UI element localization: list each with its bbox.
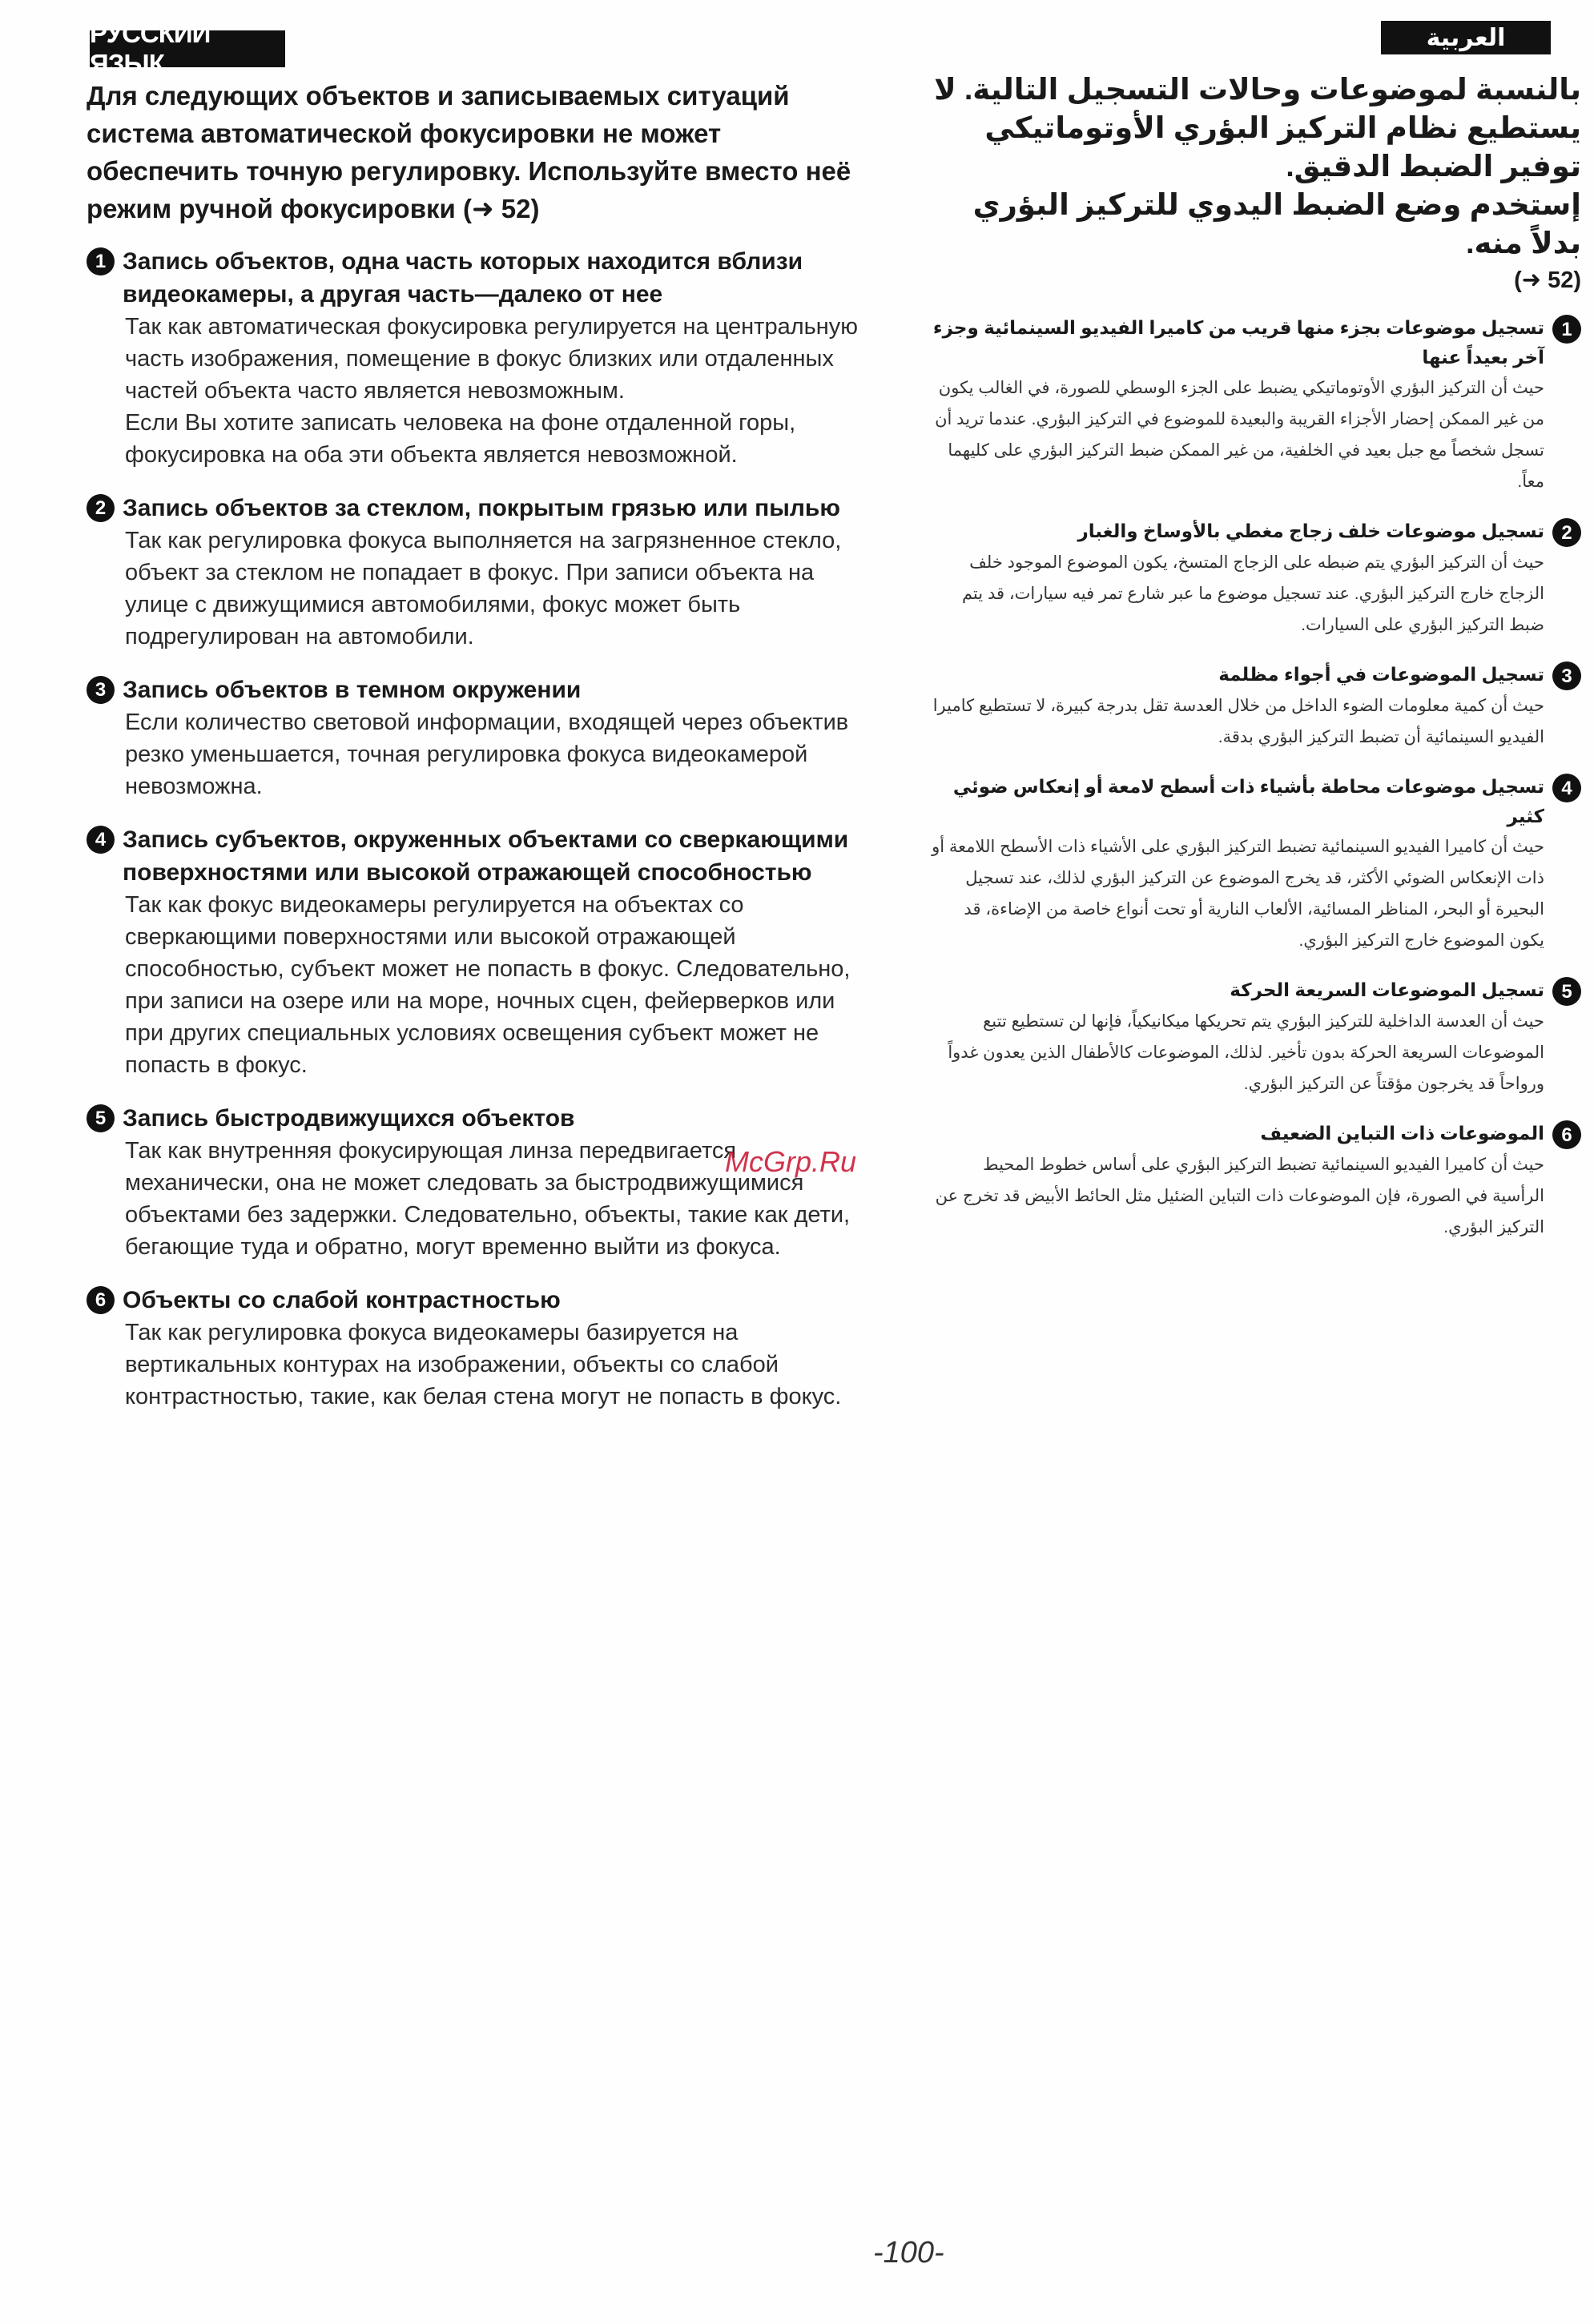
item-heading [87, 823, 863, 889]
item-heading-text: Запись объектов, одна часть которых находится вблизи видеокамеры, а другая часть—далеко от нее [123, 248, 803, 308]
list-item [87, 1284, 863, 1413]
watermark: McGrp.Ru [725, 1145, 857, 1178]
list-item [931, 772, 1581, 956]
item-number-badge: 1 [1552, 315, 1581, 344]
item-number-badge: 5 [1552, 977, 1581, 1006]
item-number-badge: 5 [87, 1104, 115, 1132]
item-heading-text: تسجيل موضوعات خلف زجاج مغطي بالأوساخ والغبار [1077, 521, 1544, 541]
language-badge-russian: РУССКИЙ ЯЗЫК [90, 30, 285, 67]
item-body-text: حيث أن العدسة الداخلية للتركيز البؤري يتم تحريكها ميكانيكياً، فإنها لن تستطيع تتبع الموضوعات السريعة الحركة بدون تأخير. لذلك، الموضوعات كالأطفال الذين يعدون غدواً ورواحاً قد يخرجون مؤقتاً عن التركيز البؤري. [948, 1012, 1544, 1093]
arabic-column [931, 70, 1581, 1262]
item-body-text: حيث أن كمية معلومات الضوء الداخل من خلال العدسة تقل بدرجة كبيرة، لا تستطيع كاميرا الفيديو السينمائية أن تضبط التركيز البؤري بدقة. [932, 697, 1544, 746]
item-heading [931, 975, 1581, 1006]
item-body-text: Так как регулировка фокуса видеокамеры базируется на вертикальных контурах на изображении, объекты со слабой контрастностью, такие, как белая стена могут не попасть в фокус. [125, 1320, 842, 1409]
item-heading [931, 1119, 1581, 1149]
list-item [87, 823, 863, 1081]
item-heading-text: Запись быстродвижущихся объектов [123, 1105, 575, 1132]
item-body-text: Так как фокус видеокамеры регулируется на объектах со сверкающими поверхностями или высокой отражающей способностью, субъект может не попасть в фокус. Следовательно, при записи на озере или на море, ночных сцен, фейерверков или при других специальных условиях освещения субъект может не попасть в фокус. [125, 892, 851, 1078]
item-heading [931, 517, 1581, 547]
page-number: -100- [873, 2236, 944, 2270]
item-heading-text: تسجيل موضوعات بجزء منها قريب من كاميرا الفيديو السينمائية وجزء آخر بعيداً عنها [932, 317, 1544, 368]
item-heading [87, 492, 863, 525]
item-heading [87, 1284, 863, 1317]
list-item [87, 492, 863, 653]
item-body-text: Так как внутренняя фокусирующая линза передвигается механически, она не может следовать за быстродвижущимися объектами без задержки. Следовательно, объекты, такие как дети, бегающие туда и обратно, могут временно выйти из фокуса. [125, 1138, 851, 1260]
item-heading-text: تسجيل الموضوعات في أجواء مظلمة [1218, 664, 1544, 685]
item-body-text: حيث أن كاميرا الفيديو السينمائية تضبط التركيز البؤري على الأشياء ذات الأسطح اللامعة أو ذات الإنعكاس الضوئي الأكثر، قد يخرج الموضوع عن التركيز البؤري لذلك، عند تسجيل البحيرة أو البحر، المناظر المسائية، الألعاب النارية أو تحت أنواع خاصة من الإضاءة، قد يكون الموضوع خارج التركيز البؤري. [932, 838, 1544, 950]
item-heading [931, 313, 1581, 372]
list-item [931, 1119, 1581, 1243]
list-item [87, 245, 863, 471]
list-item [87, 673, 863, 802]
item-body-text: حيث أن التركيز البؤري يتم ضبطه على الزجاج المتسخ، يكون الموضوع الموجود خلف الزجاج خارج التركيز البؤري. عند تسجيل موضوع ما عبر شارع تمر فيه سيارات، قد يتم ضبط التركيز البؤري على السيارات. [961, 553, 1544, 634]
russian-items [87, 245, 863, 1413]
russian-column [87, 77, 863, 1433]
item-heading-text: تسجيل موضوعات محاطة بأشياء ذات أسطح لامعة أو إنعكاس ضوئي كثير [952, 776, 1544, 826]
item-number-badge: 2 [1552, 518, 1581, 547]
arabic-items [931, 313, 1581, 1243]
item-heading-text: الموضوعات ذات التباين الضعيف [1260, 1123, 1544, 1144]
item-heading-text: Запись объектов за стеклом, покрытым грязью или пылью [123, 495, 840, 521]
item-heading [87, 1102, 863, 1135]
item-number-badge: 6 [87, 1286, 115, 1314]
item-heading-text: Объекты со слабой контрастностью [123, 1287, 561, 1313]
list-item [931, 975, 1581, 1100]
list-item [931, 313, 1581, 497]
item-number-badge: 3 [87, 676, 115, 704]
item-number-badge: 3 [1552, 661, 1581, 690]
item-body-text: Так как регулировка фокуса выполняется на загрязненное стекло, объект за стеклом не попадает в фокус. При записи объекта на улице с движущимися автомобилями, фокус может быть подрегулирован на автомобили. [125, 528, 842, 649]
arabic-intro: بالنسبة لموضوعات وحالات التسجيل التالية. لا يستطيع نظام التركيز البؤري الأوتوماتيكي توفير الضبط الدقيق. إستخدم وضع الضبط اليدوي للتركيز البؤري بدلاً منه. [934, 73, 1581, 259]
arabic-page-reference: (➜ 52) [1514, 267, 1581, 293]
item-heading-text: Запись субъектов, окруженных объектами со сверкающими поверхностями или высокой отражающей способностью [123, 826, 849, 886]
item-heading [87, 245, 863, 311]
list-item [931, 660, 1581, 753]
item-heading-text: Запись объектов в темном окружении [123, 677, 582, 703]
item-number-badge: 4 [1552, 774, 1581, 802]
item-number-badge: 4 [87, 826, 115, 854]
list-item [931, 517, 1581, 641]
russian-intro: Для следующих объектов и записываемых ситуаций система автоматической фокусировки не может обеспечить точную регулировку. Используйте вместо неё режим ручной фокусировки (➜ 52) [87, 81, 851, 223]
list-item [87, 1102, 863, 1263]
item-heading [931, 660, 1581, 690]
item-heading [87, 673, 863, 706]
item-body-text: حيث أن التركيز البؤري الأوتوماتيكي يضبط على الجزء الوسطي للصورة، في الغالب يكون من غير الممكن إحضار الأجزاء القريبة والبعيدة للموضوع في التركيز البؤري. عندما تريد أن تسجل شخصاً مع جبل بعيد في الخلفية، من غير الممكن ضبط التركيز البؤري على كليهما معاً. [935, 379, 1544, 491]
item-number-badge: 2 [87, 494, 115, 522]
item-body-text: Так как автоматическая фокусировка регулируется на центральную часть изображения, помещение в фокус близких или отдаленных частей объекта часто является невозможным. Если Вы хотите записать человека на фоне отдаленной горы, фокусировка на оба эти объекта является невозможной. [125, 314, 859, 468]
item-number-badge: 1 [87, 247, 115, 275]
item-heading-text: تسجيل الموضوعات السريعة الحركة [1230, 979, 1544, 1000]
item-heading [931, 772, 1581, 831]
item-number-badge: 6 [1552, 1120, 1581, 1149]
item-body-text: Если количество световой информации, входящей через объектив резко уменьшается, точная регулировка фокуса видеокамерой невозможна. [125, 710, 849, 799]
item-body-text: حيث أن كاميرا الفيديو السينمائية تضبط التركيز البؤري على أساس خطوط المحيط الرأسية في الصورة، فإن الموضوعات ذات التباين الضئيل مثل الحائط الأبيض قد تخرج عن التركيز البؤري. [935, 1156, 1544, 1236]
language-badge-arabic: العربية [1381, 21, 1551, 54]
